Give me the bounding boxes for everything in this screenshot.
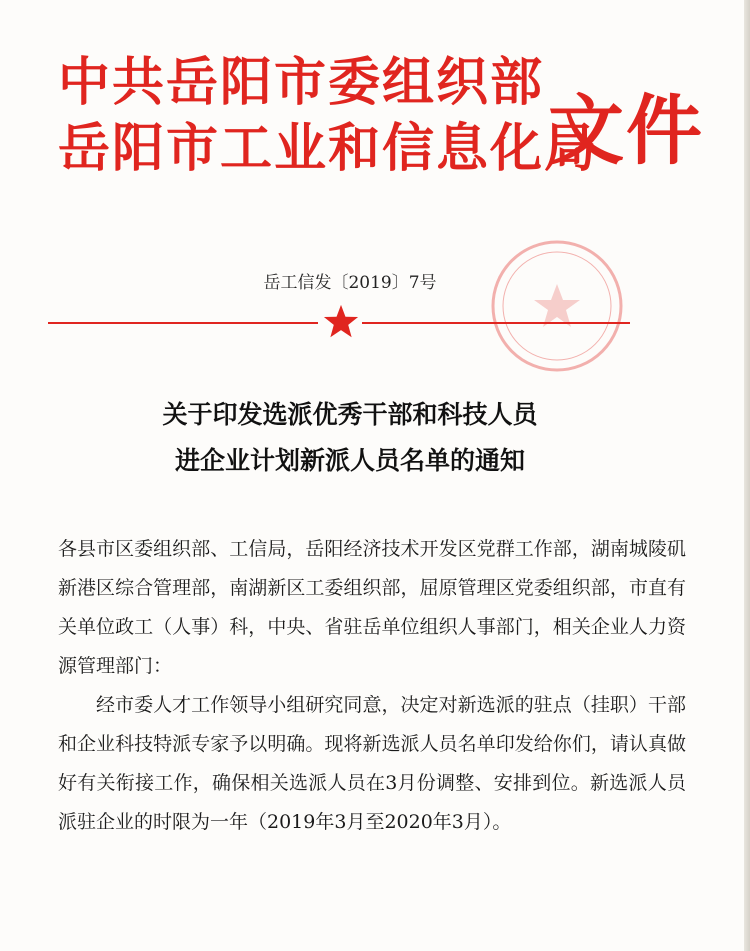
- title-line-2: 进企业计划新派人员名单的通知: [174, 446, 525, 475]
- document-number: 岳工信发〔2019〕7号: [263, 273, 437, 293]
- addressees: 各县市区委组织部、工信局，岳阳经济技术开发区党群工作部，湖南城陵矶新港区综合管理部，南湖新区工委组织部，屈原管理区党委组织部，市直有关单位政工（人事）科，中央、省驻岳单位组织人事部门，相关企业人力资源管理部门：: [58, 538, 686, 677]
- title-line-1: 关于印发选派优秀干部和科技人员: [162, 400, 538, 429]
- notice-body: [58, 530, 686, 842]
- issuer-line-1: 中共岳阳市委组织部: [58, 52, 545, 113]
- document-word: 文件: [548, 86, 704, 175]
- official-seal-icon: [487, 236, 627, 376]
- red-rule-left: [48, 322, 318, 324]
- body-paragraph-1: 经市委人才工作领导小组研究同意，决定对新选派的驻点（挂职）干部和企业科技特派专家予以明确。现将新选派人员名单印发给你们，请认真做好有关衔接工作，确保相关选派人员在3月份调整、安排到位。新选派人员派驻企业的时限为一年（2019年3月至2020年3月）。: [58, 694, 686, 833]
- issuer-block: [58, 50, 598, 182]
- issuer-line-2: 岳阳市工业和信息化局: [58, 118, 599, 179]
- red-star-icon: [322, 303, 360, 341]
- notice-title: [0, 392, 700, 484]
- page-edge: [744, 0, 750, 951]
- red-rule-right: [362, 322, 630, 324]
